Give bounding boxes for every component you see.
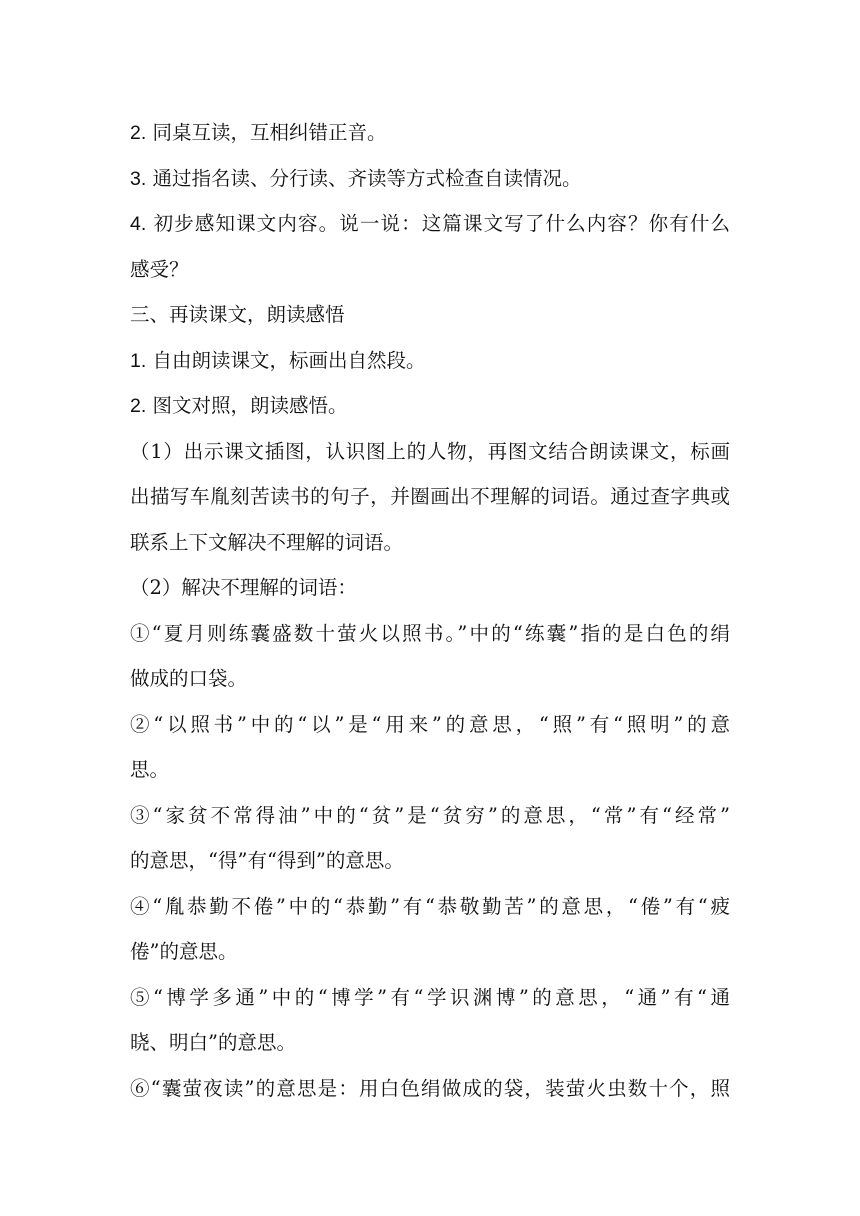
- line-text: 三、再读课文，朗读感悟: [130, 303, 345, 326]
- text-line: [130, 338, 730, 384]
- line-text: （2）解决不理解的词语：: [130, 576, 357, 599]
- line-text: 感受？: [130, 257, 189, 281]
- line-text: 的意思，“得”有“得到”的意思。: [130, 849, 404, 872]
- list-number: 1.: [130, 349, 147, 372]
- text-line: [130, 474, 730, 520]
- list-number: 4.: [130, 213, 147, 235]
- line-text: ⑥“囊萤夜读”的意思是：用白色绢做成的袋，装萤火虫数十个，照: [130, 1076, 730, 1100]
- text-line: [130, 565, 730, 611]
- line-text: 自由朗读课文，标画出自然段。: [146, 348, 426, 372]
- text-line: [130, 793, 730, 839]
- text-line: [130, 656, 730, 702]
- text-line: [130, 520, 730, 566]
- text-line: [130, 156, 730, 202]
- line-text: 初步感知课文内容。说一说：这篇课文写了什么内容？你有什么: [146, 212, 730, 235]
- text-line: [130, 611, 730, 657]
- line-text: 图文对照，朗读感悟。: [146, 394, 348, 417]
- line-text: 思。: [130, 758, 170, 781]
- text-line: [130, 747, 730, 793]
- list-number: 2.: [130, 395, 147, 417]
- text-line: [130, 1020, 730, 1066]
- line-text: 通过指名读、分行读、齐读等方式检查自读情况。: [146, 166, 582, 190]
- text-line: [130, 929, 730, 975]
- line-text: ②“以照书”中的“以”是“用来”的意思，“照”有“照明”的意: [130, 712, 730, 736]
- line-text: 出描写车胤刻苦读书的句子，并圈画出不理解的词语。通过查字典或: [130, 485, 730, 508]
- document-body: [130, 110, 730, 1111]
- text-line: [130, 884, 730, 930]
- line-text: 联系上下文解决不理解的词语。: [130, 530, 404, 554]
- text-line: [130, 383, 730, 429]
- line-text: （1）出示课文插图，认识图上的人物，再图文结合朗读课文，标画: [130, 439, 730, 463]
- line-text: 倦”的意思。: [130, 940, 238, 963]
- list-number: 2.: [130, 122, 147, 144]
- line-text: ①“夏月则练囊盛数十萤火以照书。”中的“练囊”指的是白色的绢: [130, 621, 730, 645]
- line-text: 晓、明白”的意思。: [130, 1031, 296, 1054]
- text-line: [130, 201, 730, 247]
- section-heading: [130, 292, 730, 338]
- text-line: [130, 1066, 730, 1112]
- text-line: [130, 702, 730, 748]
- line-text: 同桌互读，互相纠错正音。: [146, 121, 387, 144]
- line-text: ⑤“博学多通”中的“博学”有“学识渊博”的意思，“通”有“通: [130, 985, 730, 1009]
- line-text: ④“胤恭勤不倦”中的“恭勤”有“恭敬勤苦”的意思，“倦”有“疲: [130, 894, 730, 918]
- text-line: [130, 975, 730, 1021]
- text-line: [130, 247, 730, 293]
- text-line: [130, 110, 730, 156]
- line-text: ③“家贫不常得油”中的“贫”是“贫穷”的意思，“常”有“经常”: [130, 803, 730, 827]
- text-line: [130, 429, 730, 475]
- text-line: [130, 838, 730, 884]
- line-text: 做成的口袋。: [130, 667, 248, 690]
- list-number: 3.: [130, 167, 147, 190]
